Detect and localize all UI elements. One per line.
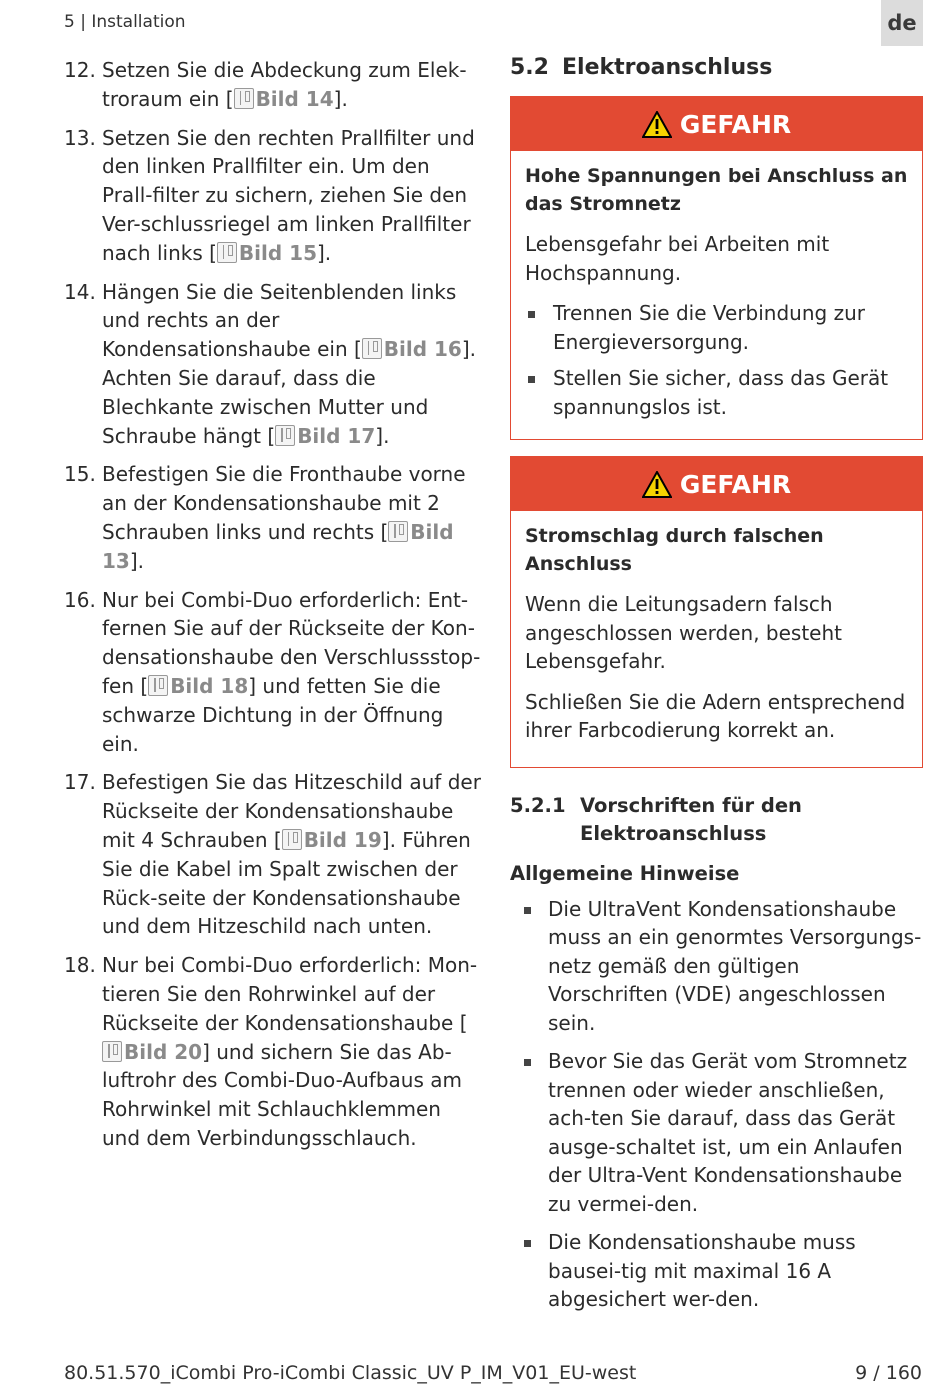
list-item: Die UltraVent Kondensationshaube muss an ein genormtes Versorgungs-netz gemäß den gültigen Vorschriften (VDE) angeschlossen sein. <box>510 895 923 1038</box>
figure-reference-icon <box>217 242 237 263</box>
danger-label: GEFAHR <box>679 469 792 499</box>
figure-reference-link[interactable]: Bild 16 <box>362 337 462 361</box>
danger-notice-voltage <box>510 96 923 440</box>
list-item: 14. Hängen Sie die Seitenblenden links und rechts an der Kondensationshaube ein [ Bild 16]. Achten Sie darauf, dass die Blechkante zwischen Mutter und Schraube hängt [ Bild 17]. <box>64 279 477 448</box>
subsection-heading: 5.2.1 Vorschriften für den Elektroanschluss <box>510 793 802 845</box>
figure-reference-icon <box>234 88 254 109</box>
figure-reference-link[interactable]: Bild 17 <box>275 424 375 448</box>
general-notes-list <box>510 895 923 1314</box>
figure-reference-link[interactable]: Bild 19 <box>282 828 382 852</box>
list-item: Trennen Sie die Verbindung zur Energieversorgung. <box>525 299 908 356</box>
danger-measures <box>525 299 908 421</box>
danger-title: Stromschlag durch falschen Anschluss <box>525 525 824 575</box>
figure-reference-link[interactable]: Bild 14 <box>234 87 334 111</box>
left-column <box>64 56 484 1163</box>
figure-reference-icon <box>362 338 382 359</box>
danger-notice-wiring <box>510 456 923 768</box>
right-column <box>510 55 923 1324</box>
figure-reference-link[interactable]: Bild 13 <box>102 519 454 573</box>
list-item: Stellen Sie sicher, dass das Gerät spannungslos ist. <box>525 364 908 421</box>
figure-reference-icon <box>282 829 302 850</box>
figure-reference-icon <box>388 521 408 542</box>
list-item: 12. Setzen Sie die Abdeckung zum Elek-troraum ein [ Bild 14]. <box>64 58 467 111</box>
page-header-section: 5 | Installation <box>64 12 186 32</box>
figure-reference-icon <box>102 1041 122 1062</box>
footer-document-id: 80.51.570_iCombi Pro-iCombi Classic_UV P_IM_V01_EU-west <box>64 1362 637 1384</box>
danger-title: Hohe Spannungen bei Anschluss an das Stromnetz <box>525 165 908 215</box>
danger-text: Lebensgefahr bei Arbeiten mit Hochspannung. <box>525 232 830 285</box>
danger-instruction: Schließen Sie die Adern entsprechend ihrer Farbcodierung korrekt an. <box>525 689 906 742</box>
list-item: Bevor Sie das Gerät vom Stromnetz trennen oder wieder anschließen, ach-ten Sie darauf, dass das Gerät ausge-schaltet ist, um ein Anlaufen der Ultra-Vent Kondensationshaube zu vermei-den. <box>510 1047 923 1218</box>
language-badge: de <box>881 0 923 46</box>
figure-reference-link[interactable]: Bild 18 <box>148 674 248 698</box>
section-heading: 5.2 Elektroanschluss <box>510 55 773 80</box>
danger-label: GEFAHR <box>679 109 792 139</box>
warning-triangle-icon <box>642 471 672 498</box>
list-item: 13. Setzen Sie den rechten Prallfilter und den linken Prallfilter ein. Um den Prall-filter zu sichern, ziehen Sie den Ver-schlussriegel am linken Prallfilter nach links [ Bild 15]. <box>64 125 475 265</box>
list-item: Die Kondensationshaube muss bausei-tig mit maximal 16 A abgesichert wer-den. <box>510 1228 923 1314</box>
danger-header <box>511 97 922 151</box>
list-item: 18. Nur bei Combi-Duo erforderlich: Mon-tieren Sie den Rohrwinkel auf der Rückseite der Kondensationshaube [Bild 20] und sichern Sie das Ab-luftrohr des Combi-Duo-Aufbaus am Rohrwinkel mit Schlauchklemmen und dem Verbindungsschlauch. <box>64 953 478 1150</box>
figure-reference-icon <box>275 425 295 446</box>
warning-triangle-icon <box>642 111 672 138</box>
danger-header <box>511 457 922 511</box>
general-notes-heading: Allgemeine Hinweise <box>510 861 740 885</box>
figure-reference-link[interactable]: Bild 20 <box>102 1040 202 1064</box>
list-item: 15. Befestigen Sie die Fronthaube vorne an der Kondensationshaube mit 2 Schrauben links und rechts [ Bild 13]. <box>64 462 466 573</box>
list-item: 17. Befestigen Sie das Hitzeschild auf der Rückseite der Kondensationshaube mit 4 Schrauben [ Bild 19]. Führen Sie die Kabel im Spalt zwischen der Rück-seite der Kondensationshaube und dem Hitzeschild nach unten. <box>64 770 481 939</box>
figure-reference-link[interactable]: Bild 15 <box>217 241 317 265</box>
list-item: 16. Nur bei Combi-Duo erforderlich: Ent-fernen Sie auf der Rückseite der Kon-densationshaube den Verschlussstop-fen [ Bild 18] und fetten Sie die schwarze Dichtung in der Öffnung ein. <box>64 587 481 756</box>
danger-text: Wenn die Leitungsadern falsch angeschlossen werden, besteht Lebensgefahr. <box>525 592 843 673</box>
footer-page-number: 9 / 160 <box>855 1362 922 1384</box>
installation-steps <box>64 56 484 1153</box>
figure-reference-icon <box>148 675 168 696</box>
